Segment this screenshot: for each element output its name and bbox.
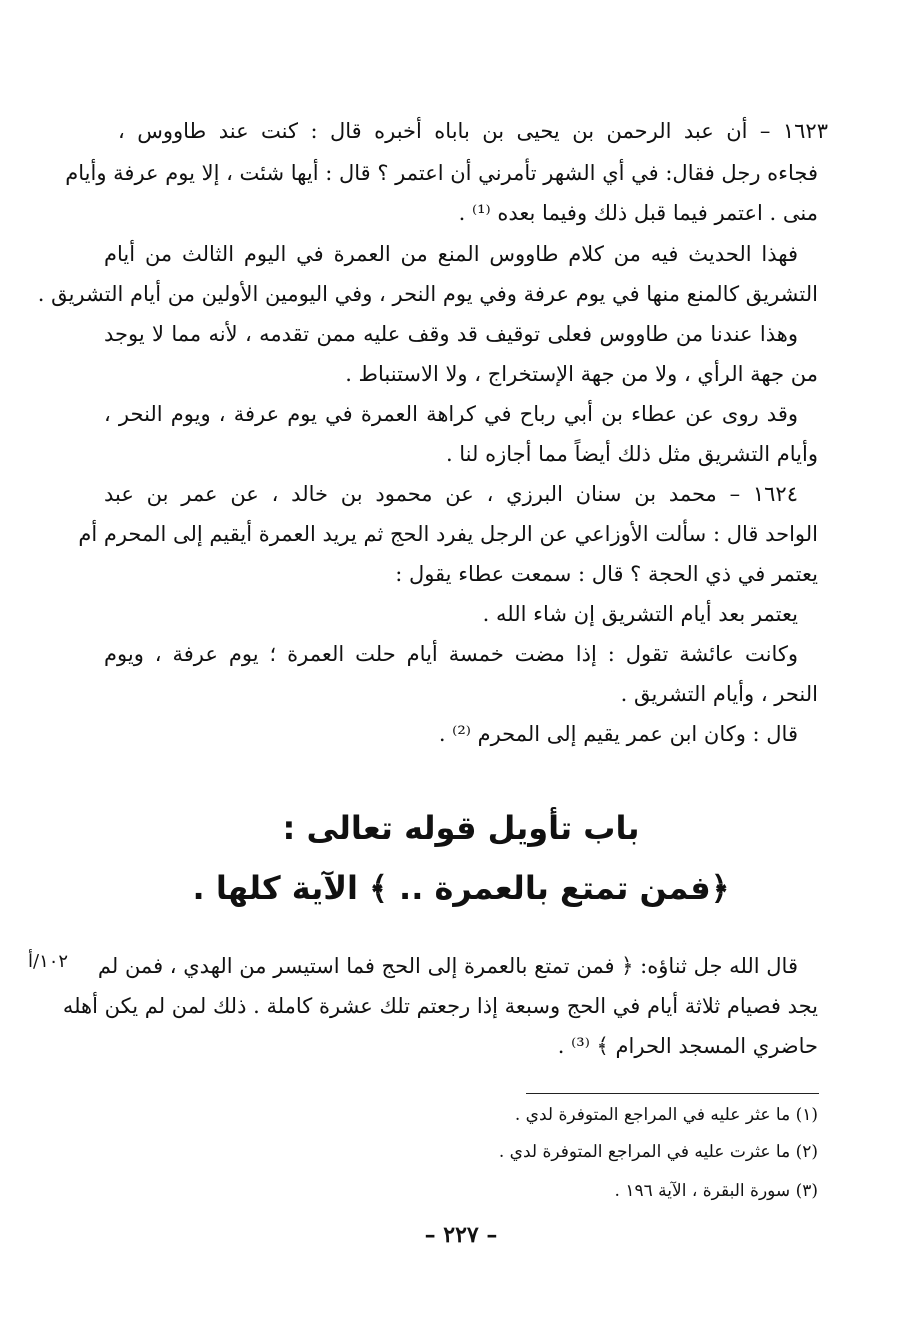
- section-heading-line-2: ﴿فمن تمتع بالعمرة .. ﴾ الآية كلها .: [192, 869, 730, 907]
- footnote-3: (٣) سورة البقرة ، الآية ١٩٦ .: [614, 1181, 818, 1201]
- body-line: من جهة الرأي ، ولا من جهة الإستخراج ، ولا الاستنباط .: [345, 362, 818, 386]
- body-line: يعتمر في ذي الحجة ؟ قال : سمعت عطاء يقول :: [395, 562, 818, 586]
- body-line: يعتمر بعد أيام التشريق إن شاء الله .: [482, 602, 798, 626]
- section-line: قال الله جل ثناؤه: ﴿ فمن تمتع بالعمرة إلى الحج فما استيسر من الهدي ، فمن لم: [97, 954, 798, 978]
- page-number: – ٢٢٧ –: [424, 1222, 498, 1248]
- body-line: التشريق كالمنع منها في يوم عرفة وفي يوم النحر ، وفي اليومين الأولين من أيام التشريق .: [37, 282, 818, 306]
- footnote-2: (٢) ما عثرت عليه في المراجع المتوفرة لدي .: [498, 1142, 818, 1162]
- body-line: ١٦٢٤ – محمد بن سنان البرزي ، عن محمود بن خالد ، عن عمر بن عبد: [104, 482, 798, 506]
- body-line: النحر ، وأيام التشريق .: [620, 682, 818, 706]
- section-heading-line-1: باب تأويل قوله تعالى :: [282, 809, 640, 847]
- body-line: فهذا الحديث فيه من كلام طاووس المنع من العمرة في اليوم الثالث من أيام: [104, 242, 798, 266]
- body-line: ١٦٢٣ – أن عبد الرحمن بن يحيى بن باباه أخبره قال : كنت عند طاووس ،: [118, 119, 828, 143]
- body-line: الواحد قال : سألت الأوزاعي عن الرجل يفرد الحج ثم يريد العمرة أيقيم إلى المحرم أم: [78, 522, 818, 546]
- body-line: فجاءه رجل فقال: في أي الشهر تأمرني أن اعتمر ؟ قال : أيها شئت ، إلا يوم عرفة وأيام: [65, 161, 818, 185]
- section-line: يجد فصيام ثلاثة أيام في الحج وسبعة إذا رجعتم تلك عشرة كاملة . ذلك لمن لم يكن أهله: [62, 994, 818, 1018]
- body-line: قال : وكان ابن عمر يقيم إلى المحرم ⁽²⁾ .: [438, 722, 798, 746]
- margin-folio-reference: ١٠٢/أ: [28, 951, 69, 972]
- body-line: وهذا عندنا من طاووس فعلى توقيف قد وقف عليه ممن تقدمه ، لأنه مما لا يوجد: [104, 322, 798, 346]
- body-line: منى . اعتمر فيما قبل ذلك وفيما بعده ⁽¹⁾ .: [458, 201, 818, 225]
- footnote-1: (١) ما عثر عليه في المراجع المتوفرة لدي .: [514, 1105, 818, 1125]
- body-line: وأيام التشريق مثل ذلك أيضاً مما أجازه لنا .: [445, 442, 818, 466]
- footnote-divider: [526, 1093, 819, 1094]
- body-line: وقد روى عن عطاء بن أبي رباح في كراهة العمرة في يوم عرفة ، ويوم النحر ،: [104, 402, 798, 426]
- body-line: وكانت عائشة تقول : إذا مضت خمسة أيام حلت العمرة ؛ يوم عرفة ، ويوم: [104, 642, 798, 666]
- section-line: حاضري المسجد الحرام ﴾ ⁽³⁾ .: [557, 1034, 818, 1058]
